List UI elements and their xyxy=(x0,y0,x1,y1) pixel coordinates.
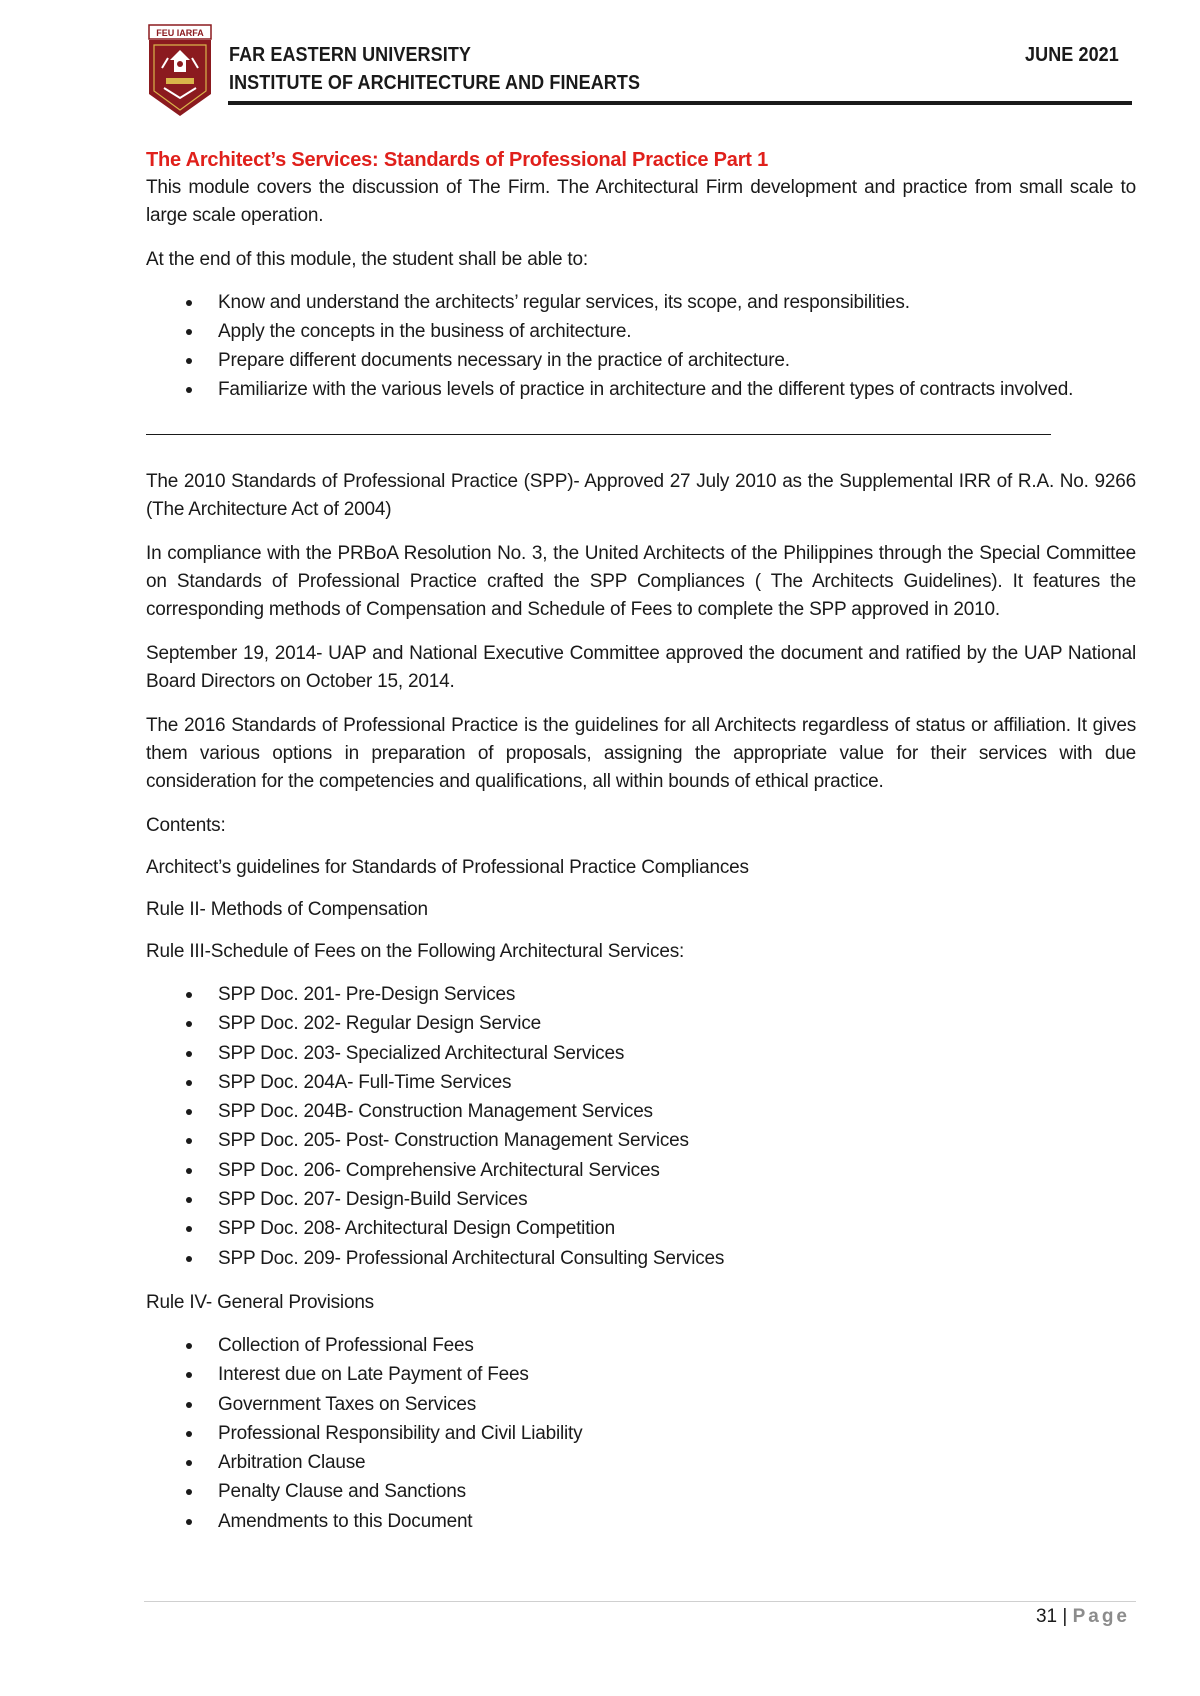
rule-ii: Rule II- Methods of Compensation xyxy=(146,899,428,920)
spp-docs-list xyxy=(146,980,1136,1273)
list-item: SPP Doc. 204A- Full-Time Services xyxy=(146,1068,1136,1097)
paragraph-spp-2016: The 2016 Standards of Professional Practice is the guidelines for all Architects regardless of status or affiliation. It gives them various options in preparation of proposals, assigning the appropriate value for their services with due consideration for the competencies and qualifications, all within bounds of ethical practice. xyxy=(146,715,1136,792)
list-item: SPP Doc. 201- Pre-Design Services xyxy=(146,980,1136,1009)
list-item: Apply the concepts in the business of architecture. xyxy=(146,317,1136,346)
document-body xyxy=(146,146,1136,1552)
list-item: Know and understand the architects’ regular services, its scope, and responsibilities. xyxy=(146,288,1136,317)
rule-iv: Rule IV- General Provisions xyxy=(146,1291,374,1313)
list-item: SPP Doc. 203- Specialized Architectural Services xyxy=(146,1039,1136,1068)
list-item: SPP Doc. 205- Post- Construction Management Services xyxy=(146,1126,1136,1155)
divider-line xyxy=(146,434,1051,435)
header-date: JUNE 2021 xyxy=(1025,44,1119,66)
page-footer xyxy=(960,1599,1130,1635)
module-description: This module covers the discussion of The Firm. The Architectural Firm development and practice from small scale to large scale operation. xyxy=(146,177,1136,226)
paragraph-uap-approval: September 19, 2014- UAP and National Executive Committee approved the document and ratified by the UAP National Board Directors on October 15, 2014. xyxy=(146,643,1136,692)
logo-text: FEU IARFA xyxy=(156,28,204,38)
objectives-list xyxy=(146,288,1136,404)
header-rule xyxy=(228,101,1132,105)
section-divider xyxy=(146,420,1136,460)
page-number: 31 xyxy=(1035,1606,1058,1627)
module-title: The Architect’s Services: Standards of Professional Practice Part 1 xyxy=(146,149,769,171)
paragraph-spp-2010: The 2010 Standards of Professional Practice (SPP)- Approved 27 July 2010 as the Supplemental IRR of R.A. No. 9266 (The Architecture Act of 2004) xyxy=(146,471,1136,520)
list-item: Familiarize with the various levels of practice in architecture and the different types of contracts involved. xyxy=(146,375,1136,404)
list-item: Interest due on Late Payment of Fees xyxy=(146,1360,1136,1389)
list-item: Prepare different documents necessary in the practice of architecture. xyxy=(146,346,1136,375)
list-item: SPP Doc. 207- Design-Build Services xyxy=(146,1185,1136,1214)
institute-name: INSTITUTE OF ARCHITECTURE AND FINEARTS xyxy=(229,72,641,94)
list-item: Amendments to this Document xyxy=(146,1507,1136,1536)
provisions-list xyxy=(146,1331,1136,1536)
list-item: Professional Responsibility and Civil Liability xyxy=(146,1419,1136,1448)
institution-name: FAR EASTERN UNIVERSITY xyxy=(229,44,472,66)
list-item: Arbitration Clause xyxy=(146,1448,1136,1477)
objectives-intro: At the end of this module, the student shall be able to: xyxy=(146,249,588,270)
list-item: SPP Doc. 204B- Construction Management Services xyxy=(146,1097,1136,1126)
contents-guidelines: Architect’s guidelines for Standards of Professional Practice Compliances xyxy=(146,857,749,878)
paragraph-prboa-resolution: In compliance with the PRBoA Resolution No. 3, the United Architects of the Philippines through the Special Committee on Standards of Professional Practice crafted the SPP Compliances ( The Architects Guidelines). It features the corresponding methods of Compensation and Schedule of Fees to complete the SPP approved in 2010. xyxy=(146,543,1136,620)
feu-iarfa-seal-logo xyxy=(148,24,212,118)
list-item: SPP Doc. 209- Professional Architectural Consulting Services xyxy=(146,1244,1136,1273)
list-item: SPP Doc. 202- Regular Design Service xyxy=(146,1009,1136,1038)
list-item: SPP Doc. 208- Architectural Design Competition xyxy=(146,1214,1136,1243)
page-separator: | xyxy=(1057,1606,1073,1627)
rule-iii: Rule III-Schedule of Fees on the Following Architectural Services: xyxy=(146,941,685,962)
list-item: Penalty Clause and Sanctions xyxy=(146,1477,1136,1506)
list-item: Collection of Professional Fees xyxy=(146,1331,1136,1360)
list-item: Government Taxes on Services xyxy=(146,1390,1136,1419)
contents-label: Contents: xyxy=(146,815,226,836)
list-item: SPP Doc. 206- Comprehensive Architectural Services xyxy=(146,1156,1136,1185)
page-label: Page xyxy=(1072,1606,1130,1627)
